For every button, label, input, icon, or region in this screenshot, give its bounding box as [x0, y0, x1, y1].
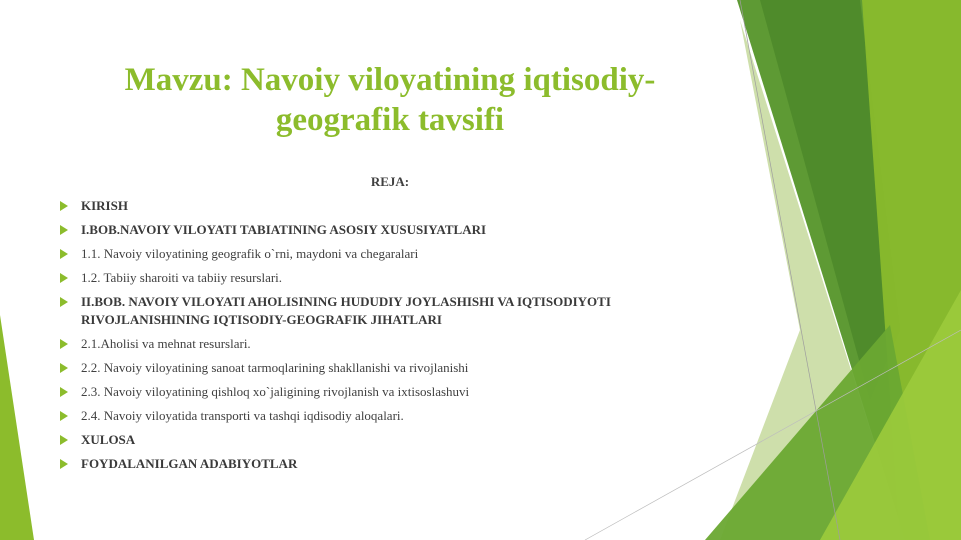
- triangle-bullet-icon: [60, 297, 68, 307]
- slide-title: Mavzu: Navoiy viloyatining iqtisodiy-geografik tavsifi: [124, 62, 656, 138]
- agenda-item-text: 2.2. Navoiy viloyatining sanoat tarmoqlarining shakllanishi va rivojlanishi: [81, 360, 469, 375]
- triangle-bullet-icon: [60, 363, 68, 373]
- agenda-item: [60, 431, 700, 449]
- triangle-bullet-icon: [60, 435, 68, 445]
- agenda-item: [60, 335, 700, 353]
- agenda-item-text: 1.2. Tabiiy sharoiti va tabiiy resurslari.: [81, 270, 283, 285]
- triangle-bullet-icon: [60, 273, 68, 283]
- triangle-bullet-icon: [60, 411, 68, 421]
- triangle-bullet-icon: [60, 249, 68, 259]
- agenda-item-text: 2.3. Navoiy viloyatining qishloq xo`jaligining rivojlanish va ixtisoslashuvi: [81, 384, 470, 399]
- agenda-item-text: 2.1.Aholisi va mehnat resurslari.: [81, 336, 251, 351]
- deco-left-sliver: [0, 315, 34, 540]
- agenda-item: [60, 293, 700, 329]
- agenda-item: [60, 455, 700, 473]
- agenda-item: [60, 245, 700, 263]
- agenda-item-text: II.BOB. NAVOIY VILOYATI AHOLISINING HUDUDIY JOYLASHISHI VA IQTISODIYOTI RIVOJLANISHINING IQTISODIY-GEOGRAFIK JIHATLARI: [81, 294, 611, 327]
- agenda-item-text: 1.1. Navoiy viloyatining geografik o`rni, maydoni va chegaralari: [81, 246, 419, 261]
- agenda-item-text: 2.4. Navoiy viloyatida transporti va tashqi iqdisodiy aloqalari.: [81, 408, 404, 423]
- agenda-item-text: FOYDALANILGAN ADABIYOTLAR: [81, 456, 298, 471]
- triangle-bullet-icon: [60, 339, 68, 349]
- agenda-item-text: XULOSA: [81, 432, 136, 447]
- agenda-item: [60, 269, 700, 287]
- triangle-bullet-icon: [60, 201, 68, 211]
- agenda-item-text: KIRISH: [81, 198, 128, 213]
- triangle-bullet-icon: [60, 459, 68, 469]
- triangle-bullet-icon: [60, 225, 68, 235]
- triangle-bullet-icon: [60, 387, 68, 397]
- agenda-heading: REJA:: [370, 174, 410, 189]
- agenda-item: [60, 383, 700, 401]
- agenda-item: [60, 359, 700, 377]
- agenda-item-text: I.BOB.NAVOIY VILOYATI TABIATINING ASOSIY XUSUSIYATLARI: [81, 222, 487, 237]
- agenda-list: [60, 197, 700, 479]
- agenda-item: [60, 197, 700, 215]
- agenda-item: [60, 221, 700, 239]
- agenda-item: [60, 407, 700, 425]
